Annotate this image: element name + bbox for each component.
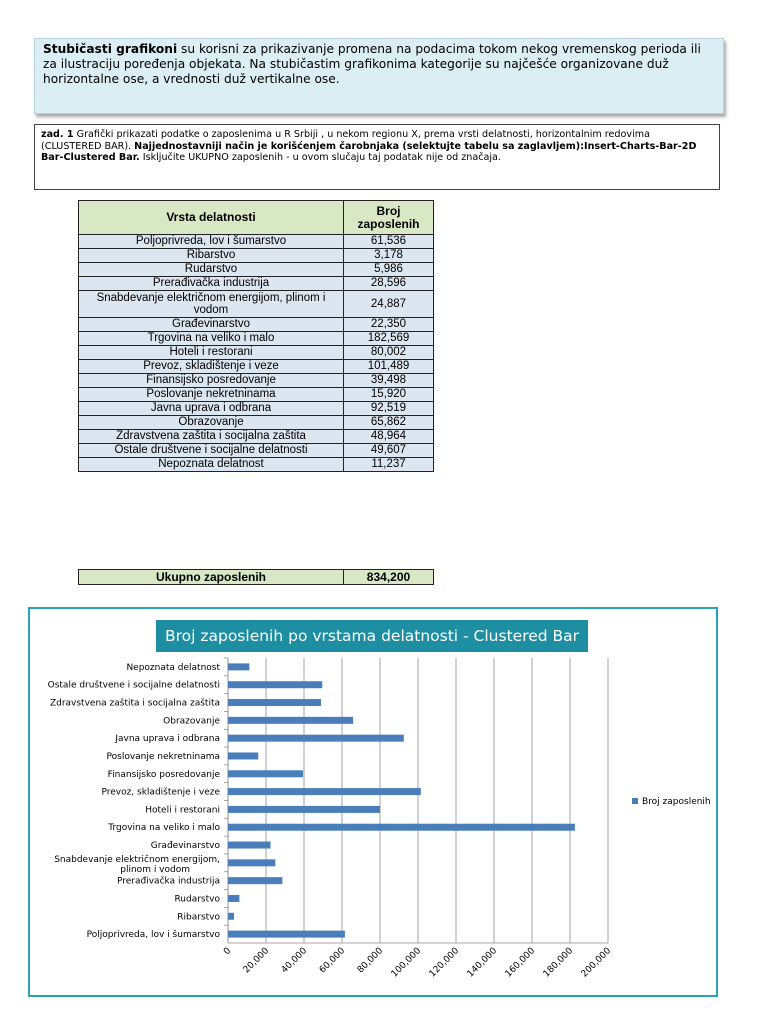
category-label: Javna uprava i odbrana — [115, 734, 220, 745]
task-label: zad. 1 — [41, 129, 74, 140]
cell-count: 24,887 — [344, 291, 434, 318]
bar — [228, 681, 322, 688]
category-label: Poslovanje nekretninama — [106, 751, 220, 762]
category-label: Hoteli i restorani — [145, 805, 220, 816]
x-tick-label: 100,000 — [389, 946, 424, 980]
cell-count: 65,862 — [344, 416, 434, 430]
cell-activity: Ostale društvene i socijalne delatnosti — [79, 444, 344, 458]
x-tick-label: 0 — [221, 946, 234, 958]
bar — [228, 931, 345, 938]
x-tick-label: 80,000 — [355, 946, 386, 976]
category-label: Trgovina na veliko i malo — [108, 823, 220, 834]
cell-count: 3,178 — [344, 249, 434, 263]
category-label: Prerađivačka industrija — [116, 876, 220, 887]
bar — [228, 770, 303, 777]
x-tick-label: 40,000 — [279, 946, 310, 976]
cell-activity: Poljoprivreda, lov i šumarstvo — [79, 235, 344, 249]
x-tick-label: 140,000 — [465, 946, 500, 980]
cell-activity: Snabdevanje električnom energijom, plinom i vodom — [79, 291, 344, 318]
cell-count: 11,237 — [344, 458, 434, 472]
x-tick-label: 120,000 — [427, 946, 462, 980]
x-tick-label: 180,000 — [541, 946, 576, 980]
cell-count: 80,002 — [344, 346, 434, 360]
category-label: Ostale društvene i socijalne delatnosti — [47, 680, 220, 691]
header-activity: Vrsta delatnosti — [79, 201, 344, 235]
cell-count: 92,519 — [344, 402, 434, 416]
task-text: Grafički prikazati podatke o zaposlenima u R Srbiji , u nekom regionu X, prema vrsti delatnosti, horizontalnim redovima (CLUSTERED BAR). — [41, 129, 650, 152]
x-tick-label: 160,000 — [503, 946, 538, 980]
cell-count: 49,607 — [344, 444, 434, 458]
category-label: Prevoz, skladištenje i veze — [101, 787, 220, 798]
bar — [228, 752, 258, 759]
category-label: Zdravstvena zaštita i socijalna zaštita — [49, 698, 220, 709]
cell-activity: Obrazovanje — [79, 416, 344, 430]
bar — [228, 735, 404, 742]
cell-activity: Trgovina na veliko i malo — [79, 332, 344, 346]
category-label: Poljoprivreda, lov i šumarstvo — [86, 930, 220, 941]
total-label: Ukupno zaposlenih — [79, 570, 344, 585]
cell-count: 61,536 — [344, 235, 434, 249]
cell-activity: Prerađivačka industrija — [79, 277, 344, 291]
category-label: Ribarstvo — [177, 912, 220, 923]
bar — [228, 877, 282, 884]
chart-title: Broj zaposlenih po vrstama delatnosti - Clustered Bar — [156, 620, 588, 652]
bar — [228, 913, 234, 920]
cell-activity: Hoteli i restorani — [79, 346, 344, 360]
cell-count: 5,986 — [344, 263, 434, 277]
cell-count: 48,964 — [344, 430, 434, 444]
note-text: su korisni za prikazivanje promena na podacima tokom nekog vremenskog perioda ili za ilustraciju poređenja objekata. Na stubičastim grafikonima kategorije su najčešće organizovane duž horizontalne ose, a vrednosti duž vertikalne ose. — [43, 42, 701, 86]
bar — [228, 859, 275, 866]
cell-count: 101,489 — [344, 360, 434, 374]
bar — [228, 663, 249, 670]
cell-activity: Građevinarstvo — [79, 318, 344, 332]
cell-activity: Ribarstvo — [79, 249, 344, 263]
bar — [228, 788, 421, 795]
bar — [228, 717, 353, 724]
x-tick-label: 200,000 — [579, 946, 614, 980]
x-tick-label: 60,000 — [317, 946, 348, 976]
cell-activity: Prevoz, skladištenje i veze — [79, 360, 344, 374]
cell-activity: Javna uprava i odbrana — [79, 402, 344, 416]
cell-activity: Poslovanje nekretninama — [79, 388, 344, 402]
cell-activity: Zdravstvena zaštita i socijalna zaštita — [79, 430, 344, 444]
cell-count: 15,920 — [344, 388, 434, 402]
category-label: Nepoznata delatnost — [126, 662, 220, 673]
header-count: Broj zaposlenih — [344, 201, 434, 235]
cell-count: 22,350 — [344, 318, 434, 332]
x-tick-label: 20,000 — [241, 946, 272, 976]
bar — [228, 842, 270, 849]
total-value: 834,200 — [344, 570, 434, 585]
category-label: Obrazovanje — [163, 716, 220, 727]
cell-activity: Finansijsko posredovanje — [79, 374, 344, 388]
category-label: Snabdevanje električnom energijom, plinom i vodom — [54, 854, 220, 875]
cell-activity: Nepoznata delatnost — [79, 458, 344, 472]
legend-swatch — [632, 798, 638, 804]
category-label: Finansijsko posredovanje — [107, 769, 220, 780]
category-label: Građevinarstvo — [150, 841, 220, 852]
cell-count: 39,498 — [344, 374, 434, 388]
task-text-2: Isključite UKUPNO zaposlenih - u ovom slučaju taj podatak nije od značaja. — [139, 152, 501, 163]
bar — [228, 895, 239, 902]
bar — [228, 806, 380, 813]
note-bold: Stubičasti grafikoni — [43, 42, 178, 56]
cell-activity: Rudarstvo — [79, 263, 344, 277]
task-bold: Najjednostavniji način je korišćenjem čarobnjaka (selektujte tabelu sa zaglavljem):Insert-Charts-Bar-2D Bar-Clustered Bar. — [41, 140, 697, 163]
cell-count: 28,596 — [344, 277, 434, 291]
legend-label: Broj zaposlenih — [642, 797, 711, 807]
category-label: Rudarstvo — [174, 894, 220, 905]
bar — [228, 699, 321, 706]
cell-count: 182,569 — [344, 332, 434, 346]
bar — [228, 824, 575, 831]
